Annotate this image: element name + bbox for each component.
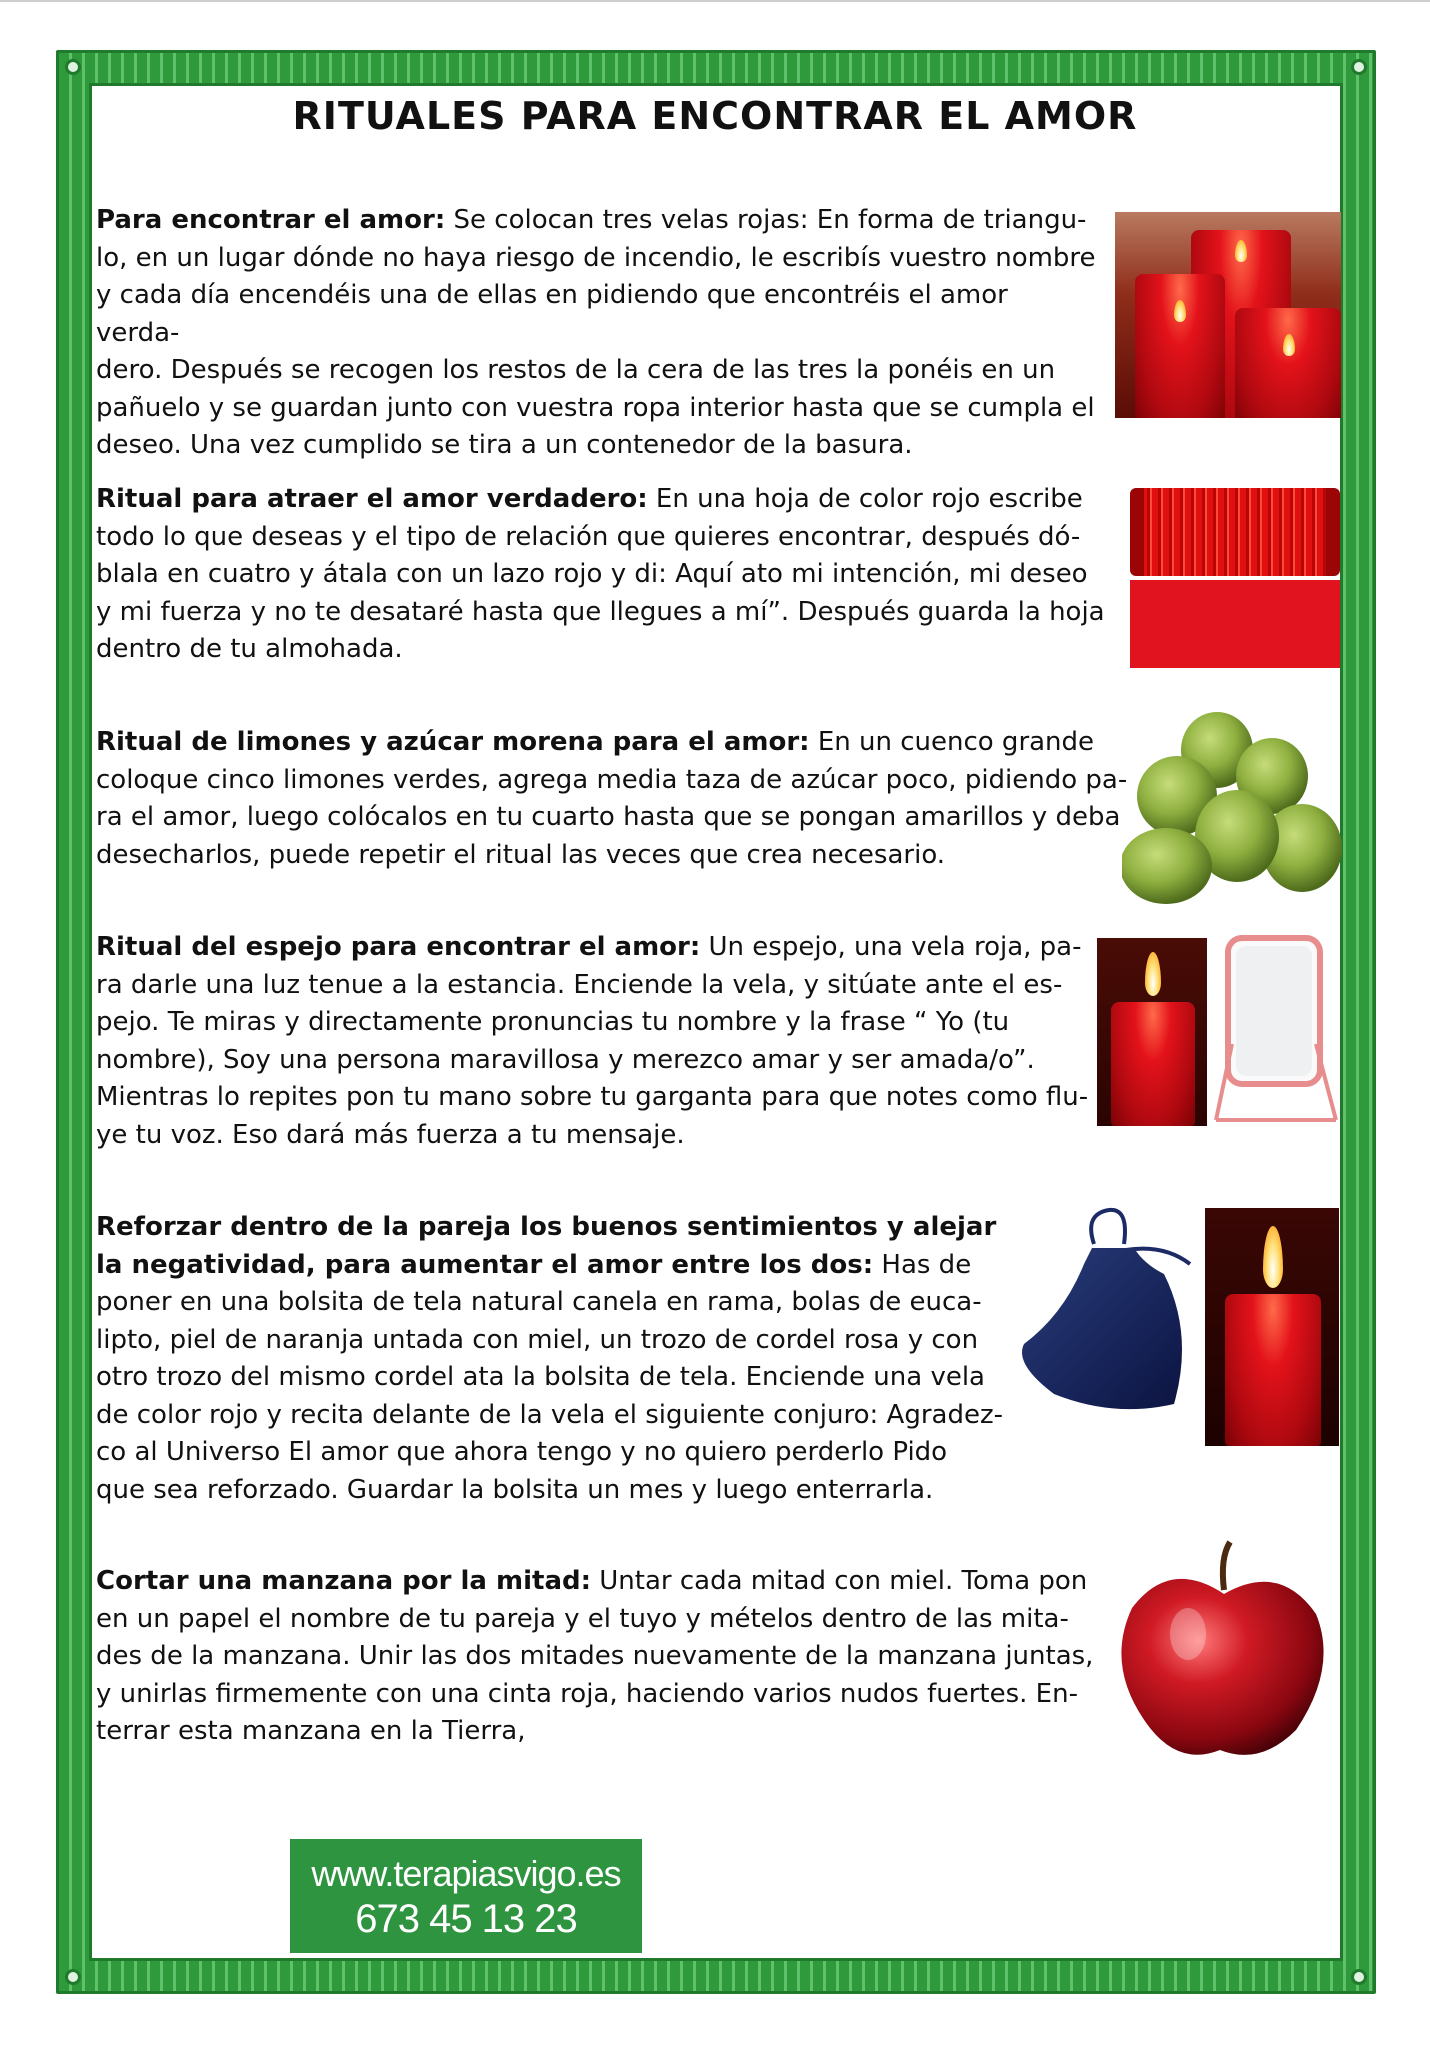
ritual-paragraph-1 xyxy=(96,202,1096,465)
ritual-heading: Ritual para atraer el amor verdadero: xyxy=(96,484,648,514)
ritual-paragraph-3 xyxy=(96,724,1136,874)
paragraph-line: poner en una bolsita de tela natural canela en rama, bolas de euca- xyxy=(96,1287,982,1317)
paragraph-line xyxy=(96,724,1136,762)
paragraph-line xyxy=(96,929,1096,967)
paragraph-line: pañuelo y se guardan junto con vuestra ropa interior hasta que se cumpla el xyxy=(96,392,1095,423)
paragraph-line: coloque cinco limones verdes, agrega media taza de azúcar poco, pidiendo pa- xyxy=(96,764,1128,795)
corner-ornament xyxy=(65,1969,81,1985)
paragraph-line: y unirlas firmemente con una cinta roja, haciendo varios nudos fuertes. En- xyxy=(96,1678,1078,1709)
corner-ornament xyxy=(1351,59,1367,75)
ritual-heading: la negatividad, para aumentar el amor entre los dos: xyxy=(96,1249,874,1280)
paragraph-line xyxy=(96,202,1096,240)
paragraph-text: Un espejo, una vela roja, pa- xyxy=(700,932,1082,962)
paragraph-line: todo lo que deseas y el tipo de relación que quieres encontrar, después dó- xyxy=(96,521,1081,552)
paragraph-line: ra darle una luz tenue a la estancia. Enciende la vela, y sitúate ante el es- xyxy=(96,969,1063,1000)
paragraph-line xyxy=(96,1247,1026,1285)
ritual-paragraph-6 xyxy=(96,1563,1116,1751)
ritual-heading: Ritual del espejo para encontrar el amor: xyxy=(96,932,701,962)
paragraph-line: y cada día encendéis una de ellas en pidiendo que encontréis el amor verda- xyxy=(96,280,1008,348)
three-red-candles-image xyxy=(1115,212,1341,418)
paragraph-line: Mientras lo repites pon tu mano sobre tu garganta para que notes como flu- xyxy=(96,1082,1089,1112)
paragraph-line xyxy=(96,481,1116,519)
ritual-paragraph-2 xyxy=(96,481,1116,669)
website-url: www.terapiasvigo.es xyxy=(311,1853,621,1894)
top-rule xyxy=(0,0,1430,2)
green-limes-image xyxy=(1122,708,1344,904)
paragraph-text: Untar cada mitad con miel. Toma pon xyxy=(591,1566,1088,1596)
website-logo-banner xyxy=(290,1839,642,1953)
mirror-image xyxy=(1212,934,1340,1128)
paragraph-line: de color rojo y recita delante de la vela el siguiente conjuro: Agradez- xyxy=(96,1399,1003,1430)
corner-ornament xyxy=(1351,1969,1367,1985)
blue-velvet-pouch-image xyxy=(1014,1204,1194,1414)
paragraph-text: Has de xyxy=(873,1249,972,1280)
paragraph-line: blala en cuatro y átala con un lazo rojo y di: Aquí ato mi intención, mi deseo xyxy=(96,559,1088,589)
paragraph-text: En una hoja de color rojo escribe xyxy=(647,484,1083,514)
ritual-heading: Para encontrar el amor: xyxy=(96,205,446,235)
paragraph-line: terrar esta manzana en la Tierra, xyxy=(96,1716,526,1746)
paragraph-line: lo, en un lugar dónde no haya riesgo de incendio, le escribís vuestro nombre xyxy=(96,242,1096,273)
paragraph-line: deseo. Una vez cumplido se tira a un contenedor de la basura. xyxy=(96,430,913,460)
paragraph-text: Se colocan tres velas rojas: En forma de triangu- xyxy=(445,205,1087,235)
paragraph-line xyxy=(96,1563,1116,1601)
paragraph-line: en un papel el nombre de tu pareja y el tuyo y mételos dentro de las mita- xyxy=(96,1603,1069,1634)
paragraph-line: nombre), Soy una persona maravillosa y merezco amar y ser amada/o”. xyxy=(96,1044,1035,1075)
paragraph-line: lipto, piel de naranja untada con miel, un trozo de cordel rosa y con xyxy=(96,1324,979,1355)
phone-number: 673 45 13 23 xyxy=(355,1897,577,1941)
ritual-heading: Cortar una manzana por la mitad: xyxy=(96,1566,592,1596)
ritual-heading: Ritual de limones y azúcar morena para el amor: xyxy=(96,727,810,757)
red-apple-image xyxy=(1110,1538,1338,1768)
paragraph-line: ye tu voz. Eso dará más fuerza a tu mensaje. xyxy=(96,1119,685,1150)
red-ribbon-spool-image xyxy=(1130,488,1340,668)
paragraph-text: En un cuenco grande xyxy=(809,727,1095,757)
corner-ornament xyxy=(65,59,81,75)
ritual-heading: Reforzar dentro de la pareja los buenos sentimientos y alejar xyxy=(96,1212,997,1242)
paragraph-line: que sea reforzado. Guardar la bolsita un mes y luego enterrarla. xyxy=(96,1474,934,1505)
paragraph-line: dero. Después se recogen los restos de la cera de las tres la ponéis en un xyxy=(96,355,1056,385)
paragraph-line: pejo. Te miras y directamente pronuncias tu nombre y la frase “ Yo (tu xyxy=(96,1007,1010,1037)
paragraph-line: des de la manzana. Unir las dos mitades nuevamente de la manzana juntas, xyxy=(96,1641,1094,1671)
paragraph-line: co al Universo El amor que ahora tengo y no quiero perderlo Pido xyxy=(96,1437,948,1467)
ritual-paragraph-4 xyxy=(96,929,1096,1154)
paragraph-line: otro trozo del mismo cordel ata la bolsita de tela. Enciende una vela xyxy=(96,1362,985,1392)
paragraph-line: dentro de tu almohada. xyxy=(96,634,403,664)
paragraph-line: desecharlos, puede repetir el ritual las veces que crea necesario. xyxy=(96,839,946,870)
paragraph-line: y mi fuerza y no te desataré hasta que llegues a mí”. Después guarda la hoja xyxy=(96,596,1105,627)
paragraph-line xyxy=(96,1209,1026,1247)
paragraph-line: ra el amor, luego colócalos en tu cuarto hasta que se pongan amarillos y deba xyxy=(96,802,1121,832)
ritual-paragraph-5 xyxy=(96,1209,1026,1509)
red-candle-image xyxy=(1097,938,1207,1126)
page-title: RITUALES PARA ENCONTRAR EL AMOR xyxy=(292,94,1138,138)
lit-red-candle-image xyxy=(1205,1208,1339,1446)
